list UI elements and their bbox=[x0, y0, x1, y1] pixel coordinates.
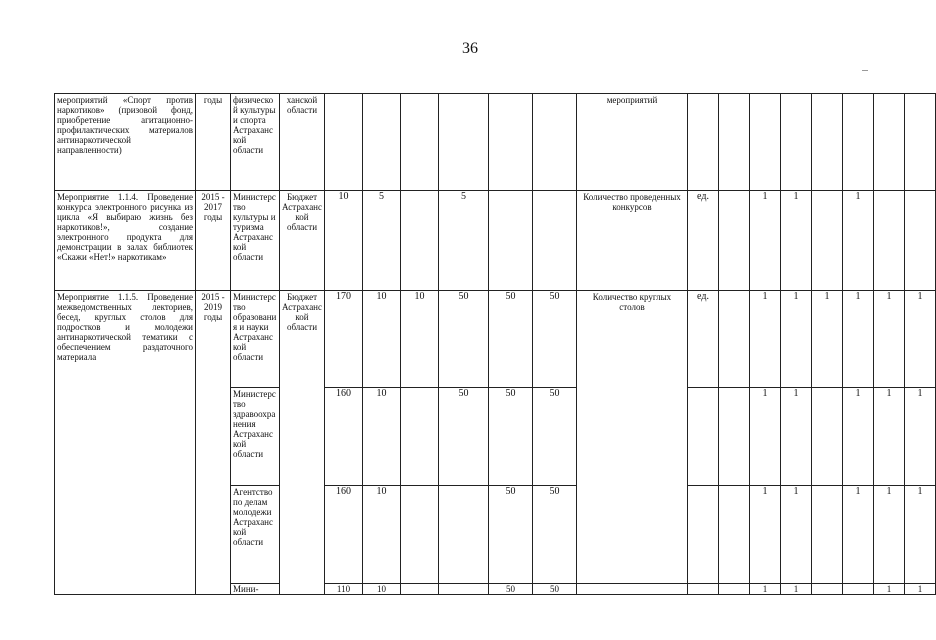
funding-cell: 50 bbox=[533, 486, 577, 584]
indicator-value-cell: 1 bbox=[750, 191, 781, 291]
funding-cell: 5 bbox=[363, 191, 401, 291]
executor-cell: Министерство образования и науки Астраханской области bbox=[231, 291, 280, 388]
indicator-value-cell: 1 bbox=[843, 291, 874, 388]
table-row bbox=[55, 291, 936, 388]
indicator-value-cell: 1 bbox=[781, 388, 812, 486]
scan-mark bbox=[862, 70, 868, 71]
funding-cell: 50 bbox=[439, 388, 489, 486]
funding-cell bbox=[533, 191, 577, 291]
indicator-value-cell bbox=[719, 291, 750, 388]
indicator-value-cell: 1 bbox=[905, 388, 936, 486]
funding-total-cell: 160 bbox=[325, 486, 363, 584]
indicator-value-cell bbox=[719, 191, 750, 291]
indicator-value-cell: 1 bbox=[750, 388, 781, 486]
funding-source-cell: Бюджет Астраханской области bbox=[280, 291, 325, 595]
indicator-value-cell: 1 bbox=[781, 191, 812, 291]
funding-cell bbox=[401, 486, 439, 584]
indicator-value-cell: 1 bbox=[905, 291, 936, 388]
funding-cell bbox=[401, 94, 439, 191]
indicator-value-cell: 1 bbox=[750, 291, 781, 388]
funding-cell bbox=[489, 191, 533, 291]
unit-cell bbox=[688, 584, 719, 595]
funding-total-cell: 10 bbox=[325, 191, 363, 291]
indicator-cell: Количество круглых столов bbox=[577, 291, 688, 584]
funding-cell bbox=[401, 191, 439, 291]
funding-source-cell: ханской области bbox=[280, 94, 325, 191]
unit-cell bbox=[688, 388, 719, 486]
indicator-value-cell: 1 bbox=[905, 486, 936, 584]
funding-cell: 50 bbox=[439, 291, 489, 388]
indicator-value-cell: 1 bbox=[874, 291, 905, 388]
indicator-value-cell: 1 bbox=[781, 584, 812, 595]
indicator-value-cell bbox=[719, 584, 750, 595]
indicator-value-cell bbox=[719, 388, 750, 486]
funding-cell: 5 bbox=[439, 191, 489, 291]
indicator-cell: Количество проведенных конкурсов bbox=[577, 191, 688, 291]
indicator-value-cell: 1 bbox=[874, 486, 905, 584]
unit-cell bbox=[688, 486, 719, 584]
executor-cell: Мини- bbox=[231, 584, 280, 595]
funding-cell: 50 bbox=[489, 291, 533, 388]
indicator-value-cell bbox=[812, 584, 843, 595]
indicator-value-cell bbox=[874, 94, 905, 191]
indicator-value-cell bbox=[812, 94, 843, 191]
funding-total-cell bbox=[325, 94, 363, 191]
funding-cell: 10 bbox=[363, 486, 401, 584]
funding-cell: 50 bbox=[533, 291, 577, 388]
measure-description: Мероприятие 1.1.4. Проведение конкурса электронного рисунка из цикла «Я выбираю жизнь без наркотиков!», создание электронного продукта для демонстрации в залах библиотек «Скажи «Нет!» наркотикам» bbox=[55, 191, 196, 291]
indicator-value-cell bbox=[750, 94, 781, 191]
funding-cell: 50 bbox=[533, 584, 577, 595]
measure-description: Мероприятие 1.1.5. Проведение межведомственных лекториев, бесед, круглых столов для подростков и молодежи антинаркотической тематики с обеспечением раздаточного материала bbox=[55, 291, 196, 595]
indicator-value-cell bbox=[781, 94, 812, 191]
indicator-value-cell: 1 bbox=[843, 486, 874, 584]
period-cell: годы bbox=[196, 94, 231, 191]
indicator-value-cell: 1 bbox=[781, 291, 812, 388]
funding-cell bbox=[439, 486, 489, 584]
program-table bbox=[54, 93, 936, 595]
indicator-value-cell bbox=[719, 486, 750, 584]
funding-cell bbox=[533, 94, 577, 191]
unit-cell: ед. bbox=[688, 291, 719, 388]
funding-cell bbox=[363, 94, 401, 191]
funding-cell bbox=[401, 584, 439, 595]
indicator-value-cell: 1 bbox=[750, 584, 781, 595]
indicator-value-cell: 1 bbox=[750, 486, 781, 584]
period-cell: 2015 - 2017 годы bbox=[196, 191, 231, 291]
executor-cell: Министерство здравоохранения Астраханской области bbox=[231, 388, 280, 486]
indicator-cell: мероприятий bbox=[577, 94, 688, 191]
funding-cell: 10 bbox=[363, 584, 401, 595]
funding-cell bbox=[489, 94, 533, 191]
funding-source-cell: Бюджет Астраханской области bbox=[280, 191, 325, 291]
indicator-value-cell bbox=[812, 191, 843, 291]
indicator-value-cell: 1 bbox=[812, 291, 843, 388]
indicator-value-cell bbox=[812, 388, 843, 486]
funding-cell: 50 bbox=[489, 388, 533, 486]
funding-cell: 10 bbox=[363, 388, 401, 486]
funding-cell: 50 bbox=[533, 388, 577, 486]
funding-total-cell: 160 bbox=[325, 388, 363, 486]
funding-cell bbox=[439, 94, 489, 191]
indicator-value-cell: 1 bbox=[874, 584, 905, 595]
indicator-value-cell bbox=[843, 94, 874, 191]
unit-cell bbox=[688, 94, 719, 191]
period-cell: 2015 - 2019 годы bbox=[196, 291, 231, 595]
executor-cell: физической культуры и спорта Астраханской области bbox=[231, 94, 280, 191]
funding-cell: 10 bbox=[401, 291, 439, 388]
measure-description: мероприятий «Спорт против наркотиков» (призовой фонд, приобретение агитационно-профилактических материалов антинаркотической направленности) bbox=[55, 94, 196, 191]
funding-total-cell: 170 bbox=[325, 291, 363, 388]
page-number: 36 bbox=[462, 40, 478, 57]
funding-cell bbox=[439, 584, 489, 595]
indicator-value-cell: 1 bbox=[781, 486, 812, 584]
indicator-cell bbox=[577, 584, 688, 595]
funding-cell: 50 bbox=[489, 584, 533, 595]
executor-cell: Агентство по делам молодежи Астраханской области bbox=[231, 486, 280, 584]
indicator-value-cell: 1 bbox=[843, 388, 874, 486]
funding-cell bbox=[401, 388, 439, 486]
indicator-value-cell bbox=[905, 191, 936, 291]
unit-cell: ед. bbox=[688, 191, 719, 291]
indicator-value-cell bbox=[843, 584, 874, 595]
indicator-value-cell: 1 bbox=[905, 584, 936, 595]
funding-total-cell: 110 bbox=[325, 584, 363, 595]
indicator-value-cell: 1 bbox=[874, 388, 905, 486]
indicator-value-cell bbox=[812, 486, 843, 584]
funding-cell: 10 bbox=[363, 291, 401, 388]
executor-cell: Министерство культуры и туризма Астраханской области bbox=[231, 191, 280, 291]
indicator-value-cell bbox=[719, 94, 750, 191]
indicator-value-cell bbox=[874, 191, 905, 291]
indicator-value-cell bbox=[905, 94, 936, 191]
indicator-value-cell: 1 bbox=[843, 191, 874, 291]
table-row bbox=[55, 191, 936, 291]
table-row bbox=[55, 94, 936, 191]
funding-cell: 50 bbox=[489, 486, 533, 584]
